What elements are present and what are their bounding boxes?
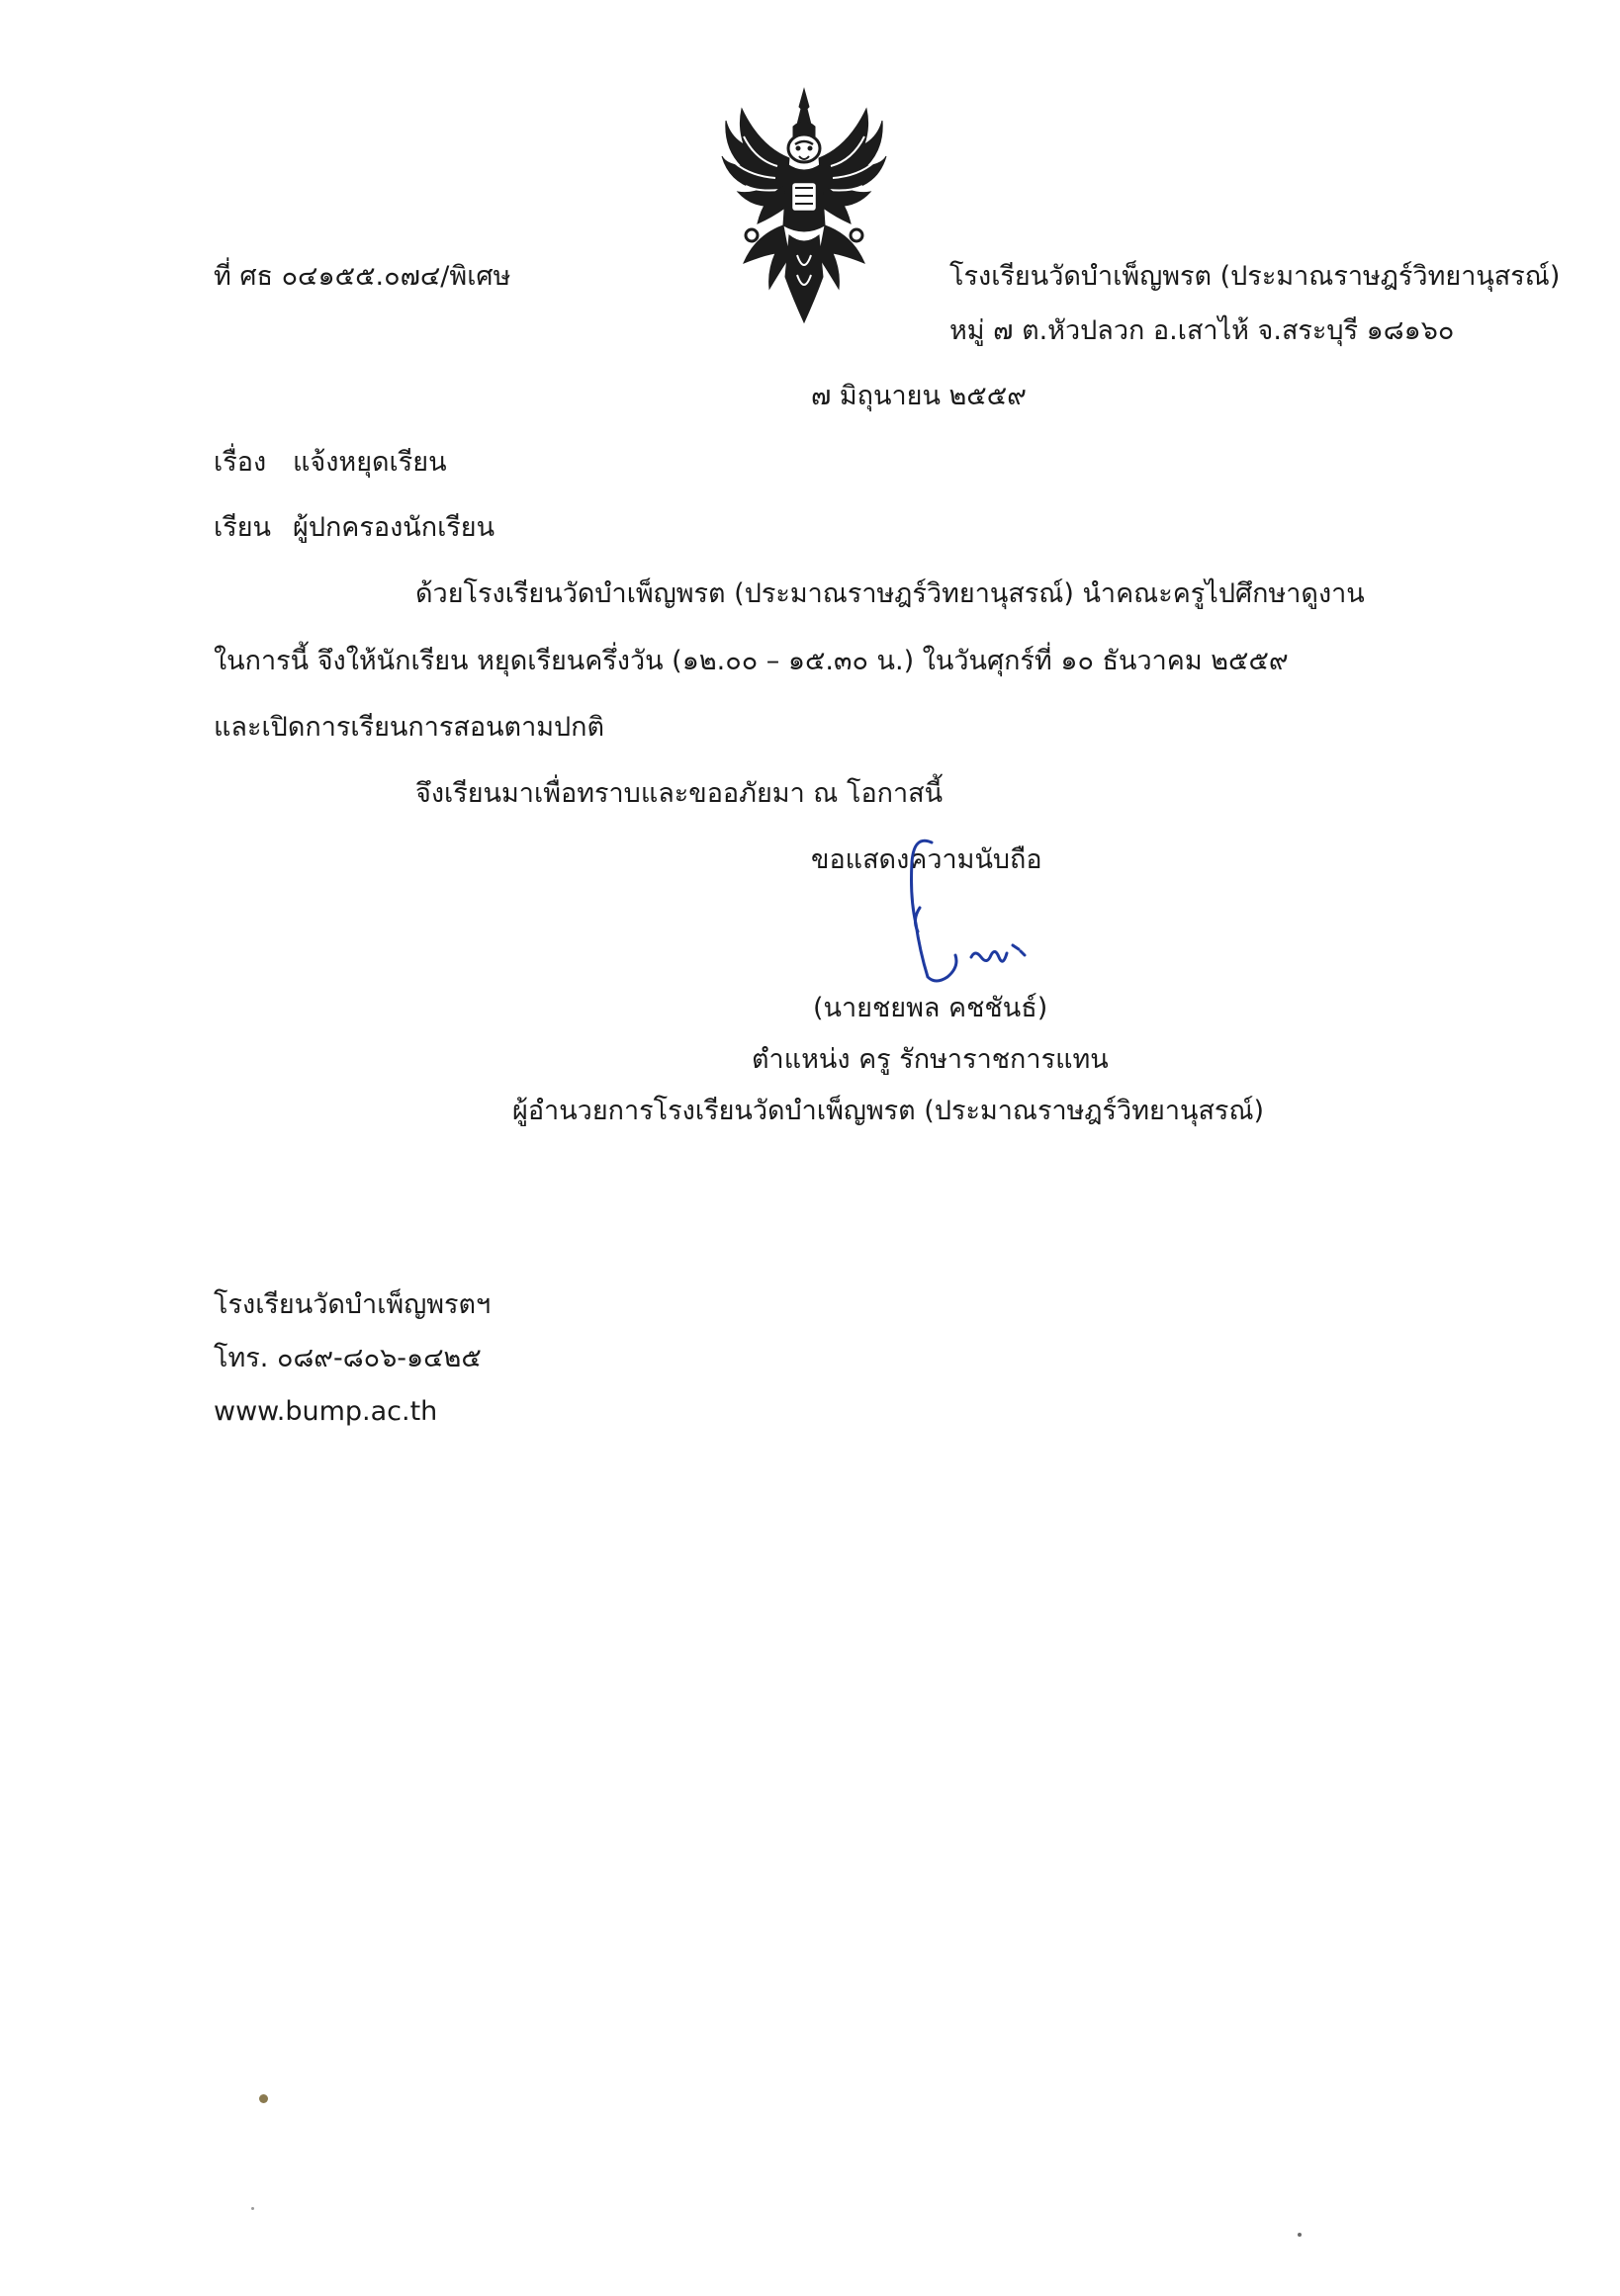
school-name-header: โรงเรียนวัดบำเพ็ญพรต (ประมาณราษฎร์วิทยานุสรณ์)	[949, 261, 1561, 292]
reference-number: ที่ ศธ ๐๔๑๕๕.๐๗๔/พิเศษ	[214, 261, 511, 292]
scan-speck	[259, 2094, 268, 2103]
garuda-emblem-icon	[720, 87, 888, 324]
footer-website: www.bump.ac.th	[214, 1396, 438, 1427]
body-line-3: และเปิดการเรียนการสอนตามปกติ	[214, 712, 605, 743]
closing-line: จึงเรียนมาเพื่อทราบและขออภัยมา ณ โอกาสนี้	[415, 778, 944, 809]
school-address: หมู่ ๗ ต.หัวปลวก อ.เสาไห้ จ.สระบุรี ๑๘๑๖๐	[949, 315, 1455, 346]
footer-school-name: โรงเรียนวัดบำเพ็ญพรตฯ	[214, 1289, 492, 1320]
subject-label: เรื่อง	[214, 447, 267, 478]
subject-value: แจ้งหยุดเรียน	[293, 447, 447, 478]
body-line-1: ด้วยโรงเรียนวัดบำเพ็ญพรต (ประมาณราษฎร์วิทยานุสรณ์) นำคณะครูไปศึกษาดูงาน	[415, 578, 1365, 609]
recipient-label: เรียน	[214, 512, 272, 543]
signature-mark	[870, 829, 1048, 1007]
signer-title: ผู้อำนวยการโรงเรียนวัดบำเพ็ญพรต (ประมาณราษฎร์วิทยานุสรณ์)	[512, 1096, 1265, 1126]
signer-name: (นายชยพล คชชันธ์)	[813, 993, 1048, 1023]
body-line-2: ในการนี้ จึงให้นักเรียน หยุดเรียนครึ่งวัน (๑๒.๐๐ – ๑๕.๓๐ น.) ในวันศุกร์ที่ ๑๐ ธันวาคม ๒๕๕๙	[214, 646, 1289, 676]
footer-phone: โทร. ๐๘๙-๘๐๖-๑๔๒๕	[214, 1343, 482, 1373]
scan-speck	[1298, 2233, 1302, 2237]
letter-date: ๗ มิถุนายน ๒๕๕๙	[811, 381, 1027, 411]
scan-speck	[251, 2207, 254, 2210]
recipient-value: ผู้ปกครองนักเรียน	[293, 512, 495, 543]
signer-position: ตำแหน่ง ครู รักษาราชการแทน	[752, 1044, 1109, 1075]
regards-text: ขอแสดงความนับถือ	[811, 844, 1042, 875]
